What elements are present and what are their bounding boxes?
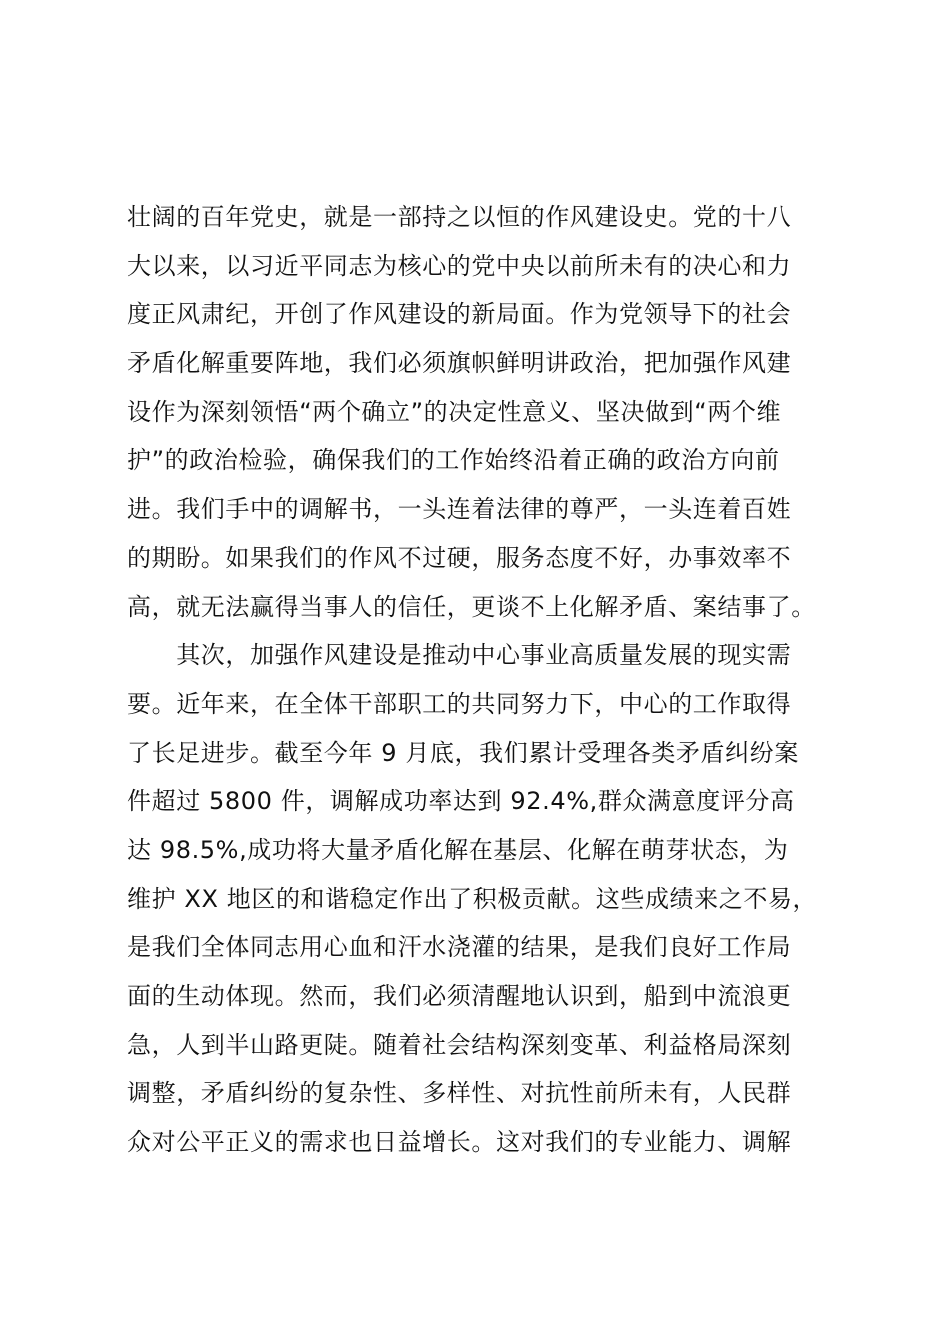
text-line: 度正风肃纪，开创了作风建设的新局面。作为党领导下的社会	[127, 300, 792, 329]
body-text	[127, 193, 847, 1167]
text-line: 维护 XX 地区的和谐稳定作出了积极贡献。这些成绩来之不易，	[127, 884, 818, 913]
text-line: 达 98.5%,成功将大量矛盾化解在基层、化解在萌芽状态，为	[127, 835, 789, 864]
text-line: 进。我们手中的调解书，一头连着法律的尊严，一头连着百姓	[127, 495, 792, 524]
text-line: 矛盾化解重要阵地，我们必须旗帜鲜明讲政治，把加强作风建	[127, 349, 792, 378]
text-line: 设作为深刻领悟“两个确立”的决定性意义、坚决做到“两个维	[127, 397, 782, 426]
text-line: 了长足进步。截至今年 9 月底，我们累计受理各类矛盾纠纷案	[127, 738, 799, 767]
text-line: 面的生动体现。然而，我们必须清醒地认识到，船到中流浪更	[127, 982, 792, 1010]
text-line: 调整，矛盾纠纷的复杂性、多样性、对抗性前所未有，人民群	[127, 1079, 792, 1108]
text-line: 其次，加强作风建设是推动中心事业高质量发展的现实需	[127, 641, 792, 670]
text-line: 大以来，以习近平同志为核心的党中央以前所未有的决心和力	[127, 251, 792, 280]
text-line: 是我们全体同志用心血和汗水浇灌的结果，是我们良好工作局	[127, 933, 792, 962]
text-line: 众对公平正义的需求也日益增长。这对我们的专业能力、调解	[127, 1128, 792, 1157]
text-line: 急，人到半山路更陡。随着社会结构深刻变革、利益格局深刻	[127, 1030, 792, 1059]
text-line: 件超过 5800 件，调解成功率达到 92.4%,群众满意度评分高	[127, 787, 795, 816]
text-line: 的期盼。如果我们的作风不过硬，服务态度不好，办事效率不	[127, 543, 792, 572]
text-line: 高，就无法赢得当事人的信任，更谈不上化解矛盾、案结事了。	[127, 592, 816, 621]
text-line: 护”的政治检验，确保我们的工作始终沿着正确的政治方向前	[127, 446, 780, 475]
text-line: 壮阔的百年党史，就是一部持之以恒的作风建设史。党的十八	[127, 203, 792, 231]
text-line: 要。近年来，在全体干部职工的共同努力下，中心的工作取得	[127, 689, 792, 718]
